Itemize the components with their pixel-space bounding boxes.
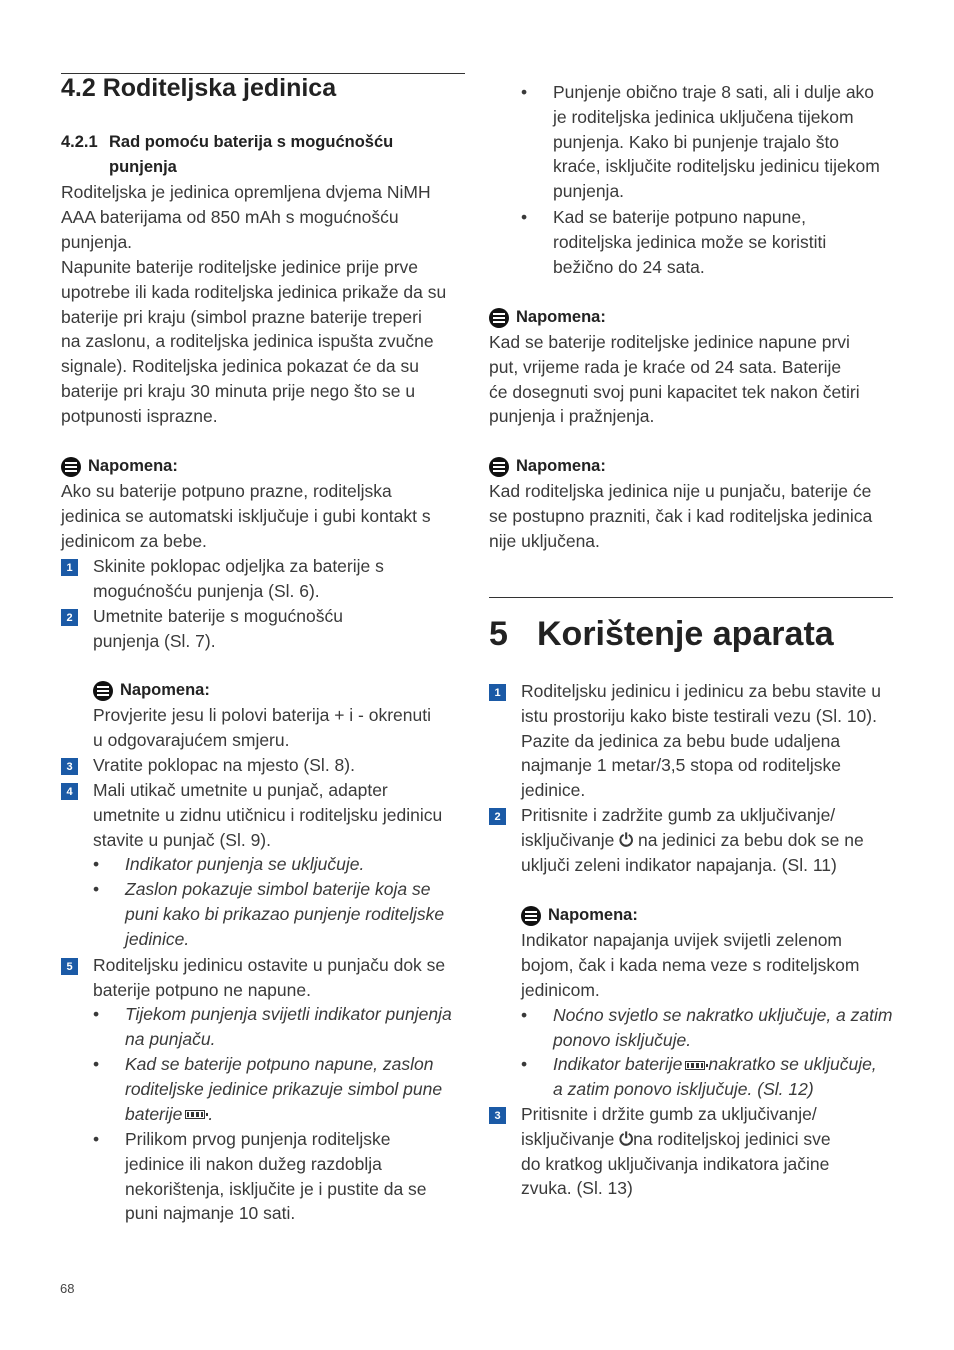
chapter-number: 5 <box>489 615 508 653</box>
step-1-text: Skinite poklopac odjeljka za baterije s mogućnošću punjenja (Sl. 6). <box>93 556 384 601</box>
bullet-mark: • <box>521 1054 528 1074</box>
power-icon: ⏻ <box>619 1128 634 1149</box>
note-4-text: Kad roditeljska jedinica nije u punjaču, baterije će se postupno prazniti, čak i kad roditeljska jedinica nije uključena. <box>489 481 873 551</box>
subsection-title-2: punjenja <box>109 158 177 176</box>
step-5-bullet-1: Tijekom punjenja svijetli indikator punjenja na punjaču. <box>125 1004 452 1049</box>
right-bullet-1: Punjenje obično traje 8 sati, ali i dulje ako je roditeljska jedinica uključena tijekom punjenja. Kako bi punjenje trajalo što kraće, isključite roditeljsku jedinicu tijekom punjenja. <box>553 82 880 202</box>
note-1-text: Ako su baterije potpuno prazne, roditeljska jedinica se automatski isključuje i gubi kontakt s jedinicom za bebe. <box>61 481 431 551</box>
note-2-label: Napomena: <box>93 678 210 703</box>
note-5-label: Napomena: <box>521 903 638 928</box>
note-icon <box>521 906 541 926</box>
subsection-number: 4.2.1 <box>61 133 98 151</box>
note-4-label: Napomena: <box>489 454 606 479</box>
note-icon <box>93 681 113 701</box>
bullet-mark: • <box>521 1005 528 1025</box>
right-step-3-text: Pritisnite i držite gumb za uključivanje/ isključivanje ⏻na roditeljskoj jedinici sve do kratkog uključivanja indikatora jačine zvuka. (Sl. 13) <box>521 1104 831 1199</box>
note-2-text: Provjerite jesu li polovi baterija + i - okrenuti u odgovarajućem smjeru. <box>93 705 432 750</box>
step-number-3: 3 <box>489 1107 506 1124</box>
power-icon: ⏻ <box>619 829 634 850</box>
paragraph-2: Napunite baterije roditeljske jedinice prije prve upotrebe ili kada roditeljska jedinica prikaže da su baterije pri kraju (simbol prazne baterije treperi na zaslonu, a roditeljska jedinica ispušta zvučne signale). Roditeljska jedinica pokazat će da su baterije pri kraju 30 minuta prije nego što se u potpunosti isprazne. <box>61 257 447 426</box>
chapter-title: Korištenje aparata <box>537 615 834 653</box>
section-heading: 4.2 Roditeljska jedinica <box>61 74 337 102</box>
right-bullet-2: Kad se baterije potpuno napune, roditeljska jedinica može se koristiti bežično do 24 sata. <box>553 207 827 277</box>
step-number-4: 4 <box>61 783 78 800</box>
step-4-text: Mali utikač umetnite u punjač, adapter umetnite u zidnu utičnicu i roditeljsku jedinicu stavite u punjač (Sl. 9). <box>93 780 443 850</box>
bullet-mark: • <box>521 82 528 102</box>
subsection-title-1: Rad pomoću baterija s mogućnošću <box>109 133 394 151</box>
step-4-bullet-2: Zaslon pokazuje simbol baterije koja se puni kako bi prikazao punjenje roditeljske jedinice. <box>125 879 445 949</box>
step-number-1: 1 <box>61 559 78 576</box>
note-5-text: Indikator napajanja uvijek svijetli zelenom bojom, čak i kada nema veze s roditeljskom jedinicom. <box>521 930 860 1000</box>
note-3-text: Kad se baterije roditeljske jedinice napune prvi put, vrijeme rada je kraće od 24 sata. Baterije će dosegnuti svoj puni kapacitet tek nakon četiri punjenja i pražnjenja. <box>489 332 860 427</box>
bullet-mark: • <box>93 1054 100 1074</box>
step-3-text: Vratite poklopac na mjesto (Sl. 8). <box>93 755 355 775</box>
note-icon <box>489 457 509 477</box>
right-step-1-text: Roditeljsku jedinicu i jedinicu za bebu stavite u istu prostoriju kako biste testirali vezu (Sl. 10). Pazite da jedinica za bebu bude udaljena najmanje 1 metar/3,5 stopa od roditeljske jedinice. <box>521 681 881 801</box>
note-icon <box>61 457 81 477</box>
step-5-bullet-2: Kad se baterije potpuno napune, zaslon roditeljske jedinice prikazuje simbol pune baterije . <box>125 1054 443 1124</box>
battery-full-icon <box>185 1110 205 1119</box>
step-2-text: Umetnite baterije s mogućnošću punjenja (Sl. 7). <box>93 606 343 651</box>
page-number: 68 <box>60 1281 75 1296</box>
step-number-5: 5 <box>61 958 78 975</box>
right-step-2-text: Pritisnite i zadržite gumb za uključivanje/ isključivanje ⏻ na jedinici za bebu dok se ne uključi zeleni indikator napajanja. (Sl. 11) <box>521 805 864 875</box>
note-3-label: Napomena: <box>489 305 606 330</box>
battery-icon <box>685 1061 705 1070</box>
note-icon <box>489 308 509 328</box>
chapter-rule <box>489 597 893 598</box>
bullet-mark: • <box>93 879 100 899</box>
step-4-bullet-1: Indikator punjenja se uključuje. <box>125 854 365 874</box>
note-1-label: Napomena: <box>61 454 178 479</box>
step-5-bullet-3: Prilikom prvog punjenja roditeljske jedinice ili nakon dužeg razdoblja nekorištenja, isključite je i pustite da se puni najmanje 10 sati. <box>125 1129 427 1224</box>
note-5-bullet-1: Noćno svjetlo se nakratko uključuje, a zatim ponovo isključuje. <box>553 1005 893 1050</box>
bullet-mark: • <box>93 854 100 874</box>
step-number-2: 2 <box>489 808 506 825</box>
step-5-text: Roditeljsku jedinicu ostavite u punjaču dok se baterije potpuno ne napune. <box>93 955 446 1000</box>
bullet-mark: • <box>93 1129 100 1149</box>
bullet-mark: • <box>521 207 528 227</box>
paragraph-1: Roditeljska je jedinica opremljena dvjema NiMH AAA baterijama od 850 mAh s mogućnošću punjenja. <box>61 182 431 252</box>
step-number-2: 2 <box>61 609 78 626</box>
bullet-mark: • <box>93 1004 100 1024</box>
note-5-bullet-2: Indikator baterije nakratko se uključuje, a zatim ponovo isključuje. (Sl. 12) <box>553 1054 877 1099</box>
step-number-1: 1 <box>489 684 506 701</box>
step-number-3: 3 <box>61 758 78 775</box>
